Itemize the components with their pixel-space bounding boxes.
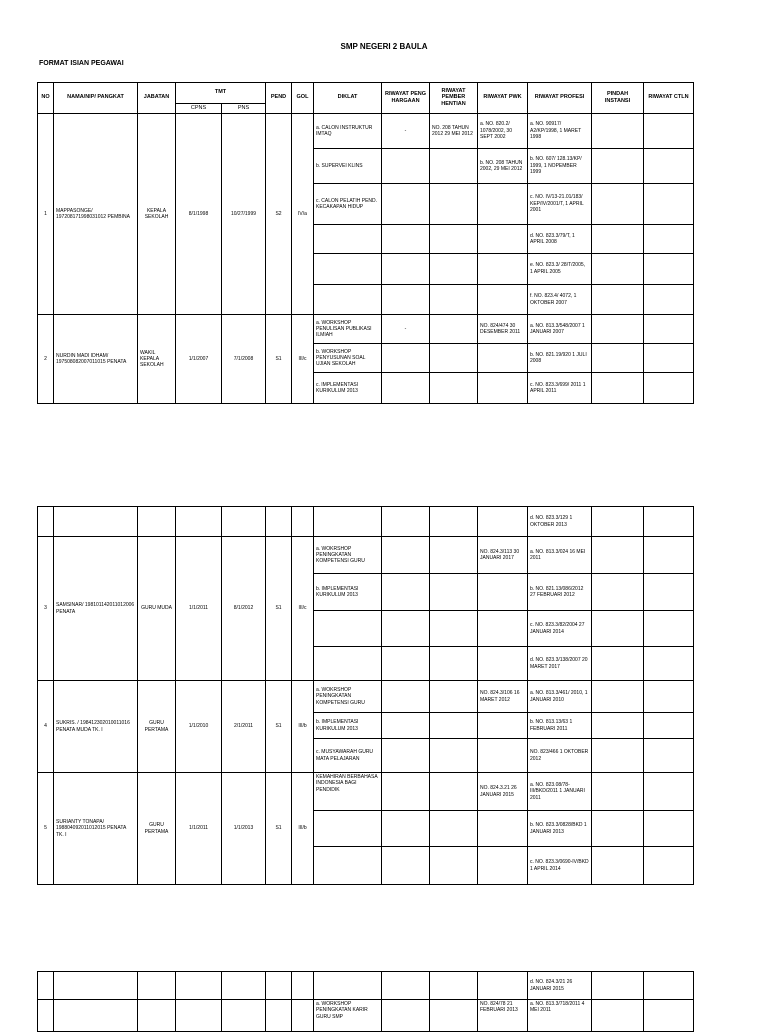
cell-pemberhentian [430,148,478,183]
cell-nama: SUKRIS. / 198412302010011016 PENATA MUDA TK. I [54,681,138,773]
header-cpns: CPNS [176,103,222,113]
header-pwk: RIWAYAT PWK [478,83,528,114]
employee-table-page-1 [37,82,694,404]
cell-pindah [592,224,644,253]
cell-nama: NURDIN MADI IDHAM/ 197508082007011015 PENATA [54,315,138,404]
cell-profesi: c. NO. IV/13-21.01/183/ KEP/IV/2001/T, 1 APRIL 2001 [528,183,592,224]
cell-pwk: NO. 824/78 21 FEBRUARI 2013 [478,1000,528,1032]
cell-profesi: b. NO. 813.13/63 1 FEBRUARI 2011 [528,713,592,739]
cell-pend: S1 [266,773,292,885]
cell-pend: S2 [266,113,292,315]
cell-pindah [592,284,644,315]
cell-penghargaan [382,224,430,253]
cell-pwk [478,284,528,315]
cell-pemberhentian [430,284,478,315]
cell-pend: S1 [266,681,292,773]
cell-pindah [592,373,644,404]
cell-gol: III/c [292,315,314,404]
cell-nama: SAMSINAR/ 198101142011012006 PENATA [54,537,138,681]
header-pemberhentian: RIWAYAT PEMBER HENTIAN [430,83,478,114]
cell-jabatan: GURU PERTAMA [138,773,176,885]
cell-pindah [592,148,644,183]
cell-diklat: KEMAHIRAN BERBAHASA INDONESIA BAGI PENDIDIK [314,773,382,811]
cell-penghargaan: - [382,113,430,148]
cell-pindah [592,344,644,373]
header-gol: GOL [292,83,314,114]
cell-no: 4 [38,681,54,773]
header-no: NO [38,83,54,114]
cell-pwk: NO. 824.3/106 16 MARET 2012 [478,681,528,713]
cell-penghargaan [382,183,430,224]
cell-diklat: b. IMPLEMENTASI KURIKULUM 2013 [314,713,382,739]
cell-ctln [644,148,694,183]
cell-pemberhentian [430,253,478,284]
cell-profesi: d. NO. 824.3/21 26 JANUARI 2015 [528,972,592,1000]
cell-diklat: a. WORKSHOP PENINGKATAN KARIR GURU SMP [314,1000,382,1032]
cell-penghargaan [382,344,430,373]
employee-table-page-2 [37,506,694,885]
cell-pindah [592,183,644,224]
cell-profesi: a. NO. 90917/ A2/KP/1998, 1 MARET 1998 [528,113,592,148]
cell-pwk [478,373,528,404]
cell-pemberhentian [430,315,478,344]
cell-pns: 7/1/2008 [222,315,266,404]
cell-profesi: a. NO. 813.3/461/ 2010, 1 JANUARI 2010 [528,681,592,713]
cell-ctln [644,224,694,253]
cell-cpns: 1/1/2011 [176,537,222,681]
cell-profesi: d. NO. 823.3/129 1 OKTOBER 2013 [528,507,592,537]
cell-diklat: b. SUPERVEI KLINS [314,148,382,183]
cell-profesi: c. NO. 823.3/699/ 2011 1 APRIL 2011 [528,373,592,404]
cell-cpns: 1/1/2010 [176,681,222,773]
cell-pns: 2/1/2011 [222,681,266,773]
cell-jabatan: GURU MUDA [138,537,176,681]
cell-profesi: a. NO. 823.08/78-III/BKD/2011 1 JANUARI 2011 [528,773,592,811]
cell-pemberhentian [430,183,478,224]
cell-diklat: c. CALON PELATIH PEND. KECAKAPAN HIDUP [314,183,382,224]
cell-diklat [314,284,382,315]
cell-pwk: NO. 824.3/113 30 JANUARI 2017 [478,537,528,574]
employee-table-page-3 [37,971,694,1032]
cell-nama: SURIANTY TONAPA/ 198804092011012015 PENATA TK. I [54,773,138,885]
cell-gol: III/b [292,773,314,885]
header-pend: PEND [266,83,292,114]
cell-pindah [592,253,644,284]
page-title: SMP NEGERI 2 BAULA [340,42,428,51]
cell-ctln [644,373,694,404]
cell-cpns: 1/1/2007 [176,315,222,404]
cell-profesi: f. NO. 823.4/ 4072, 1 OKTOBER 2007 [528,284,592,315]
cell-diklat: c. MUSYAWARAH GURU MATA PELAJARAN [314,739,382,773]
cell-profesi: b. NO. 821.19/920 1 JULI 2008 [528,344,592,373]
cell-cpns: 8/1/1998 [176,113,222,315]
cell-pindah [592,113,644,148]
form-subtitle: FORMAT ISIAN PEGAWAI [39,60,124,67]
cell-ctln [644,183,694,224]
cell-jabatan: KEPALA SEKOLAH [138,113,176,315]
header-tmt: TMT [176,83,266,104]
cell-ctln [644,253,694,284]
cell-profesi: b. NO. 823.3/0828/BKD 1 JANUARI 2013 [528,811,592,847]
cell-pwk: NO. 824.3.21 26 JANUARI 2015 [478,773,528,811]
cell-profesi: e. NO. 823.3/ 28/T/2005, 1 APRIL 2005 [528,253,592,284]
cell-pwk [478,253,528,284]
cell-gol: III/b [292,681,314,773]
cell-profesi: c. NO. 823.3/82/2004 27 JANUARI 2014 [528,611,592,647]
cell-profesi: a. NO. 813.3/718/2011 4 MEI 2011 [528,1000,592,1032]
header-ctln: RIWAYAT CTLN [644,83,694,114]
cell-pemberhentian [430,344,478,373]
cell-jabatan: GURU PERTAMA [138,681,176,773]
header-jabatan: JABATAN [138,83,176,114]
cell-diklat: c. IMPLEMENTASI KURIKULUM 2013 [314,373,382,404]
cell-diklat: b. WORKSHOP PENYUSUNAN SOAL UJIAN SEKOLAH [314,344,382,373]
cell-pns: 10/27/1999 [222,113,266,315]
cell-diklat: a. WORKSHOP PENULISAN PUBLIKASI ILMIAH [314,315,382,344]
cell-pwk: a. NO. 820.2/ 1078/2002, 30 SEPT 2002 [478,113,528,148]
cell-gol: III/c [292,537,314,681]
cell-profesi: c. NO. 823.3/0690-IV/BKD 1 APRIL 2014 [528,847,592,885]
cell-pend: S1 [266,537,292,681]
cell-penghargaan [382,253,430,284]
cell-pwk [478,344,528,373]
cell-jabatan: WAKIL KEPALA SEKOLAH [138,315,176,404]
cell-pemberhentian [430,373,478,404]
cell-profesi: NO. 823/466 1 OKTOBER 2012 [528,739,592,773]
cell-diklat: b. IMPLEMENTASI KURIKULUM 2013 [314,574,382,611]
cell-gol: IV/a [292,113,314,315]
cell-pns: 1/1/2013 [222,773,266,885]
cell-pns: 8/1/2012 [222,537,266,681]
header-pns: PNS [222,103,266,113]
cell-profesi: b. NO. 607/ 128.13/KP/ 1999, 1 NOPEMBER 1999 [528,148,592,183]
cell-penghargaan [382,284,430,315]
cell-profesi: b. NO. 821.13/086/2012 27 FEBRUARI 2012 [528,574,592,611]
cell-profesi: a. NO. 813.3/024 16 MEI 2011 [528,537,592,574]
cell-diklat: a. WOKRSHOP PENINGKATAN KOMPETENSI GURU [314,681,382,713]
cell-pwk [478,224,528,253]
header-diklat: DIKLAT [314,83,382,114]
header-penghargaan: RIWAYAT PENG HARGAAN [382,83,430,114]
cell-ctln [644,344,694,373]
cell-nama: MAPPASONGE/ 197208171998031012 PEMBINA [54,113,138,315]
cell-ctln [644,113,694,148]
cell-pwk: NO. 824/474 30 DESEMBER 2011 [478,315,528,344]
cell-profesi: d. NO. 823.3/79/T, 1 APRIL 2008 [528,224,592,253]
cell-pemberhentian [430,224,478,253]
cell-diklat [314,224,382,253]
header-nama: NAMA/NIP/ PANGKAT [54,83,138,114]
cell-no: 5 [38,773,54,885]
cell-pemberhentian: NO. 208 TAHUN 2012 29 MEI 2012 [430,113,478,148]
cell-diklat: a. CALON INSTRUKTUR IMTAQ [314,113,382,148]
cell-pwk: b. NO. 208 TAHUN 2002, 29 MEI 2012 [478,148,528,183]
cell-pindah [592,315,644,344]
cell-profesi: d. NO. 823.3/138/2007 20 MARET 2017 [528,647,592,681]
cell-penghargaan [382,148,430,183]
cell-pend: S1 [266,315,292,404]
cell-ctln [644,284,694,315]
header-pindah: PINDAH INSTANSI [592,83,644,114]
cell-diklat [314,253,382,284]
cell-penghargaan: - [382,315,430,344]
cell-ctln [644,315,694,344]
cell-diklat: a. WOKRSHOP PENINGKATAN KOMPETENSI GURU [314,537,382,574]
header-profesi: RIWAYAT PROFESI [528,83,592,114]
cell-cpns: 1/1/2011 [176,773,222,885]
cell-no: 3 [38,537,54,681]
cell-penghargaan [382,373,430,404]
cell-no: 2 [38,315,54,404]
cell-pwk [478,183,528,224]
cell-profesi: a. NO. 813.3/548/2007 1 JANUARI 2007 [528,315,592,344]
cell-no: 1 [38,113,54,315]
